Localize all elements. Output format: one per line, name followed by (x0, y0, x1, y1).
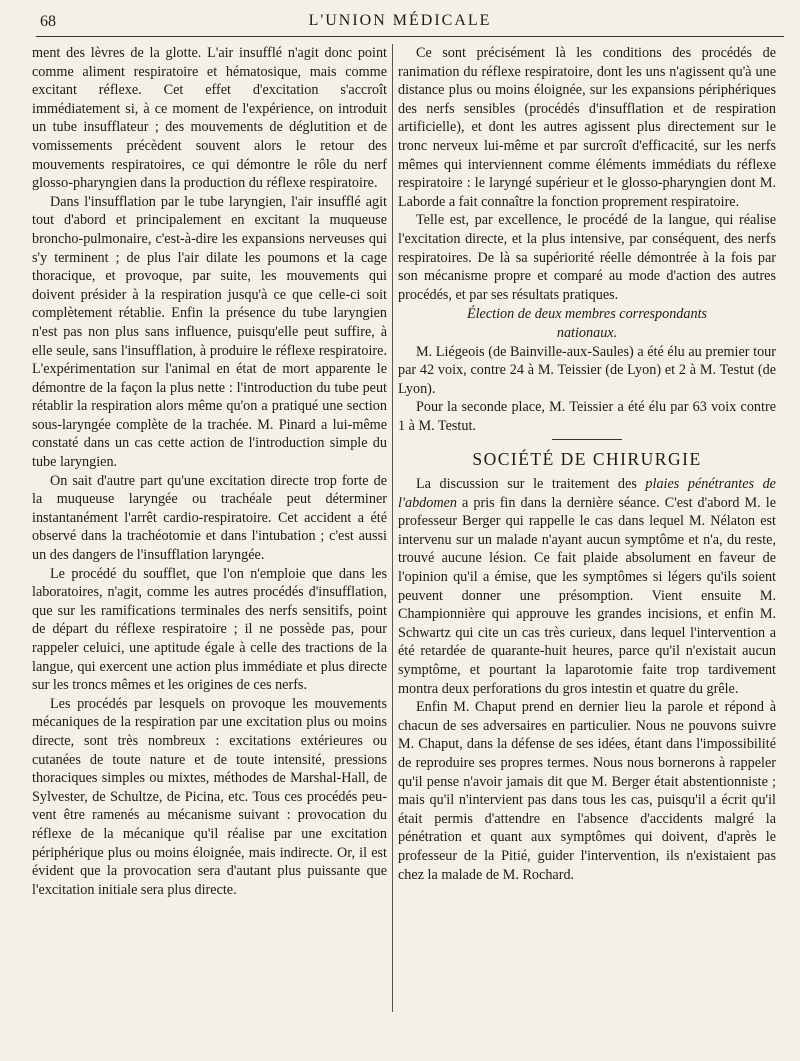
header-rule (36, 36, 784, 37)
election-heading-line-1: Élection de deux membres correspondants (466, 306, 708, 323)
right-column (398, 44, 776, 884)
election-paragraph-1: M. Liégeois (de Bainville-aux-Saules) a été élu au premier tour par 42 voix, contre 24 à M. Teissier (de Lyon) et 2 à M. Testut (de Lyon). (398, 343, 776, 397)
chirurgie-paragraph-1 (398, 475, 776, 698)
left-column (32, 44, 387, 899)
left-paragraph-5: Les procédés par lesquels on provoque les mouvements mécaniques de la respiration par une excitation plus ou moins directe, sont très nombreux : excitations extérieures ou cutanées de toute nature et de toute intensité, pressions thoraciques simples ou mixtes, méthodes de Marshal-Hall, de Sylvester, de Schultze, de Picina, etc. Tous ces procédés peuvent être ramenés au mécanisme suivant : provocation du réflexe de la mécanique qu'il réalise par une excitation périphérique plus ou moins éloignée, mais indirecte. Or, il est évident que la provocation sera d'autant plus puissante que l'excitation initiale sera plus directe. (32, 695, 387, 898)
chirurgie-paragraph-1-start: La discussion sur le traitement des (416, 476, 646, 493)
election-heading-line-2: nationaux. (556, 324, 618, 341)
chirurgie-paragraph-2: Enfin M. Chaput prend en dernier lieu la parole et répond à chacun de ses adversaires en particulier. Nous ne pouvons suivre M. Chaput, dans la défense de ses idées, étant dans l'impossibilité de reproduire ses propres termes. Nous nous bornerons à rappeler qu'il pense n'avoir jamais dit que M. Berger était abstentionniste ; mais qu'il n'intervient pas dans tous les cas, puisqu'il a écrit qu'il était permis d'attendre en l'absence d'accidents malgré la pénétration et quant aux symptômes qui doivent, d'après le professeur de la Pitié, guider l'intervention, ils n'existaient pas chez la malade de M. Rochard. (398, 699, 776, 883)
election-heading (398, 305, 776, 342)
left-paragraph-4: Le procédé du soufflet, que l'on n'emploie que dans les laboratoires, n'agit, comme les autres procédés d'insufflation, que sur les ramifications terminales des nerfs sensitifs, point de départ du réflexe respiratoire ; il ne possède pas, pour rappeler celuici, une aptitude égale à celle des tractions de la langue, qui exercent une action plus immédiate et plus directe sur les troncs mêmes et les origines de ces nerfs. (32, 565, 387, 694)
section-separator-rule (552, 439, 622, 440)
right-paragraph-2: Telle est, par excellence, le procédé de la langue, qui réalise l'excitation directe, et la plus intensive, par conséquent, des nerfs respiratoires. De là sa supériorité réelle démontrée à la fois par son mécanisme propre et comparé au mode d'action des autres procédés, et par ses résultats pratiques. (398, 212, 776, 303)
left-paragraph-2: Dans l'insufflation par le tube laryngien, l'air insufflé agit tout d'abord et principalement en excitant la muqueuse broncho-pulmonaire, c'est-à-dire les expansions nerveuses qui s'y terminent ; de plus l'air dilate les poumons et la cage thoracique, et provoque, par suite, les mouvements qui doivent présider à la respiration jusqu'à ce que celle-ci soit complètement rétablie. Enfin la présence du tube laryngien n'est pas non plus sans influence, puisqu'elle peut suffire, à elle seule, sans l'insufflation, à produire le réflexe respiratoire. L'expérimentation sur l'animal en état de mort apparente le démontre de la façon la plus nette : l'introduction du tube peut rétablir la respiration alors même qu'on a pratiqué une section sous-laryngée complète de la trachée. M. Pinard a lui-même constaté dans un cas cette action de l'introduction simple du tube laryngien. (32, 193, 387, 471)
column-divider (392, 44, 393, 1012)
election-paragraph-2: Pour la seconde place, M. Teissier a été élu par 63 voix contre 1 à M. Testut. (398, 399, 776, 434)
left-paragraph-1: ment des lèvres de la glotte. L'air insufflé n'agit donc point comme aliment respiratoire et hématosique, mais comme excitant réflexe. Cet effet d'excitation s'accroît immédiatement si, à ce moment de l'expérience, on introduit un tube insufflateur ; des mouvements de déglutition et de vomissements précèdent souvent alors le retour des mouvements respiratoires, ce qui démontre le rôle du nerf glosso-pharyngien dans la production du réflexe respiratoire. (32, 45, 387, 192)
right-paragraph-1: Ce sont précisément là les conditions des procédés de ranimation du réflexe respiratoire, dont les uns n'agissent qu'à une distance plus ou moins éloignée, sur les expansions périphériques des nerfs sensibles (procédés d'insufflation et de respiration artificielle), et dont les autres agissent plus directement sur le tronc nerveux lui-même et par surcroît d'efficacité, sur les nerfs mêmes qui interviennent comme éléments immédiats du réflexe respiratoire : le laryngé supérieur et le glosso-pharyngien dont M. Laborde a fait connaître la fonction proprement respiratoire. (398, 45, 776, 210)
running-title: L'UNION MÉDICALE (308, 12, 492, 29)
section-title: SOCIÉTÉ DE CHIRURGIE (472, 449, 702, 470)
chirurgie-paragraph-1-italic: plaies pénétrantes de l'abdomen (398, 476, 776, 511)
page-number: 68 (40, 13, 56, 30)
left-paragraph-3: On sait d'autre part qu'une excitation directe trop forte de la muqueuse laryngée ou trachéale peut déterminer instantanément l'arrêt cardio-respiratoire. Cet accident a été observé dans la trachéotomie et dans l'intubation ; c'est aussi un des dangers de l'insufflation laryngée. (32, 472, 387, 564)
chirurgie-paragraph-1-rest: a pris fin dans la dernière séance. C'est d'abord M. le professeur Berger qui rappelle le cas dans lequel M. Nélaton est intervenu sur un malade n'ayant aucun symptôme et n'a, du reste, trouvé aucune lésion. Ce fait plaide absolument en faveur de l'opinion qu'il a émise, que les symptômes si légers qu'ils soient peuvent donner une présomption. Vient ensuite M. Championnière qui approuve les grandes incisions, et enfin M. Schwartz qui cite un cas très curieux, dans lequel l'intervention a été retardée de quarante-huit heures, parce qu'il n'existait aucun symptôme, et pourtant la laparotomie faite trop tardivement montra deux perforations du gros intestin et quatre du grêle. (398, 494, 776, 697)
